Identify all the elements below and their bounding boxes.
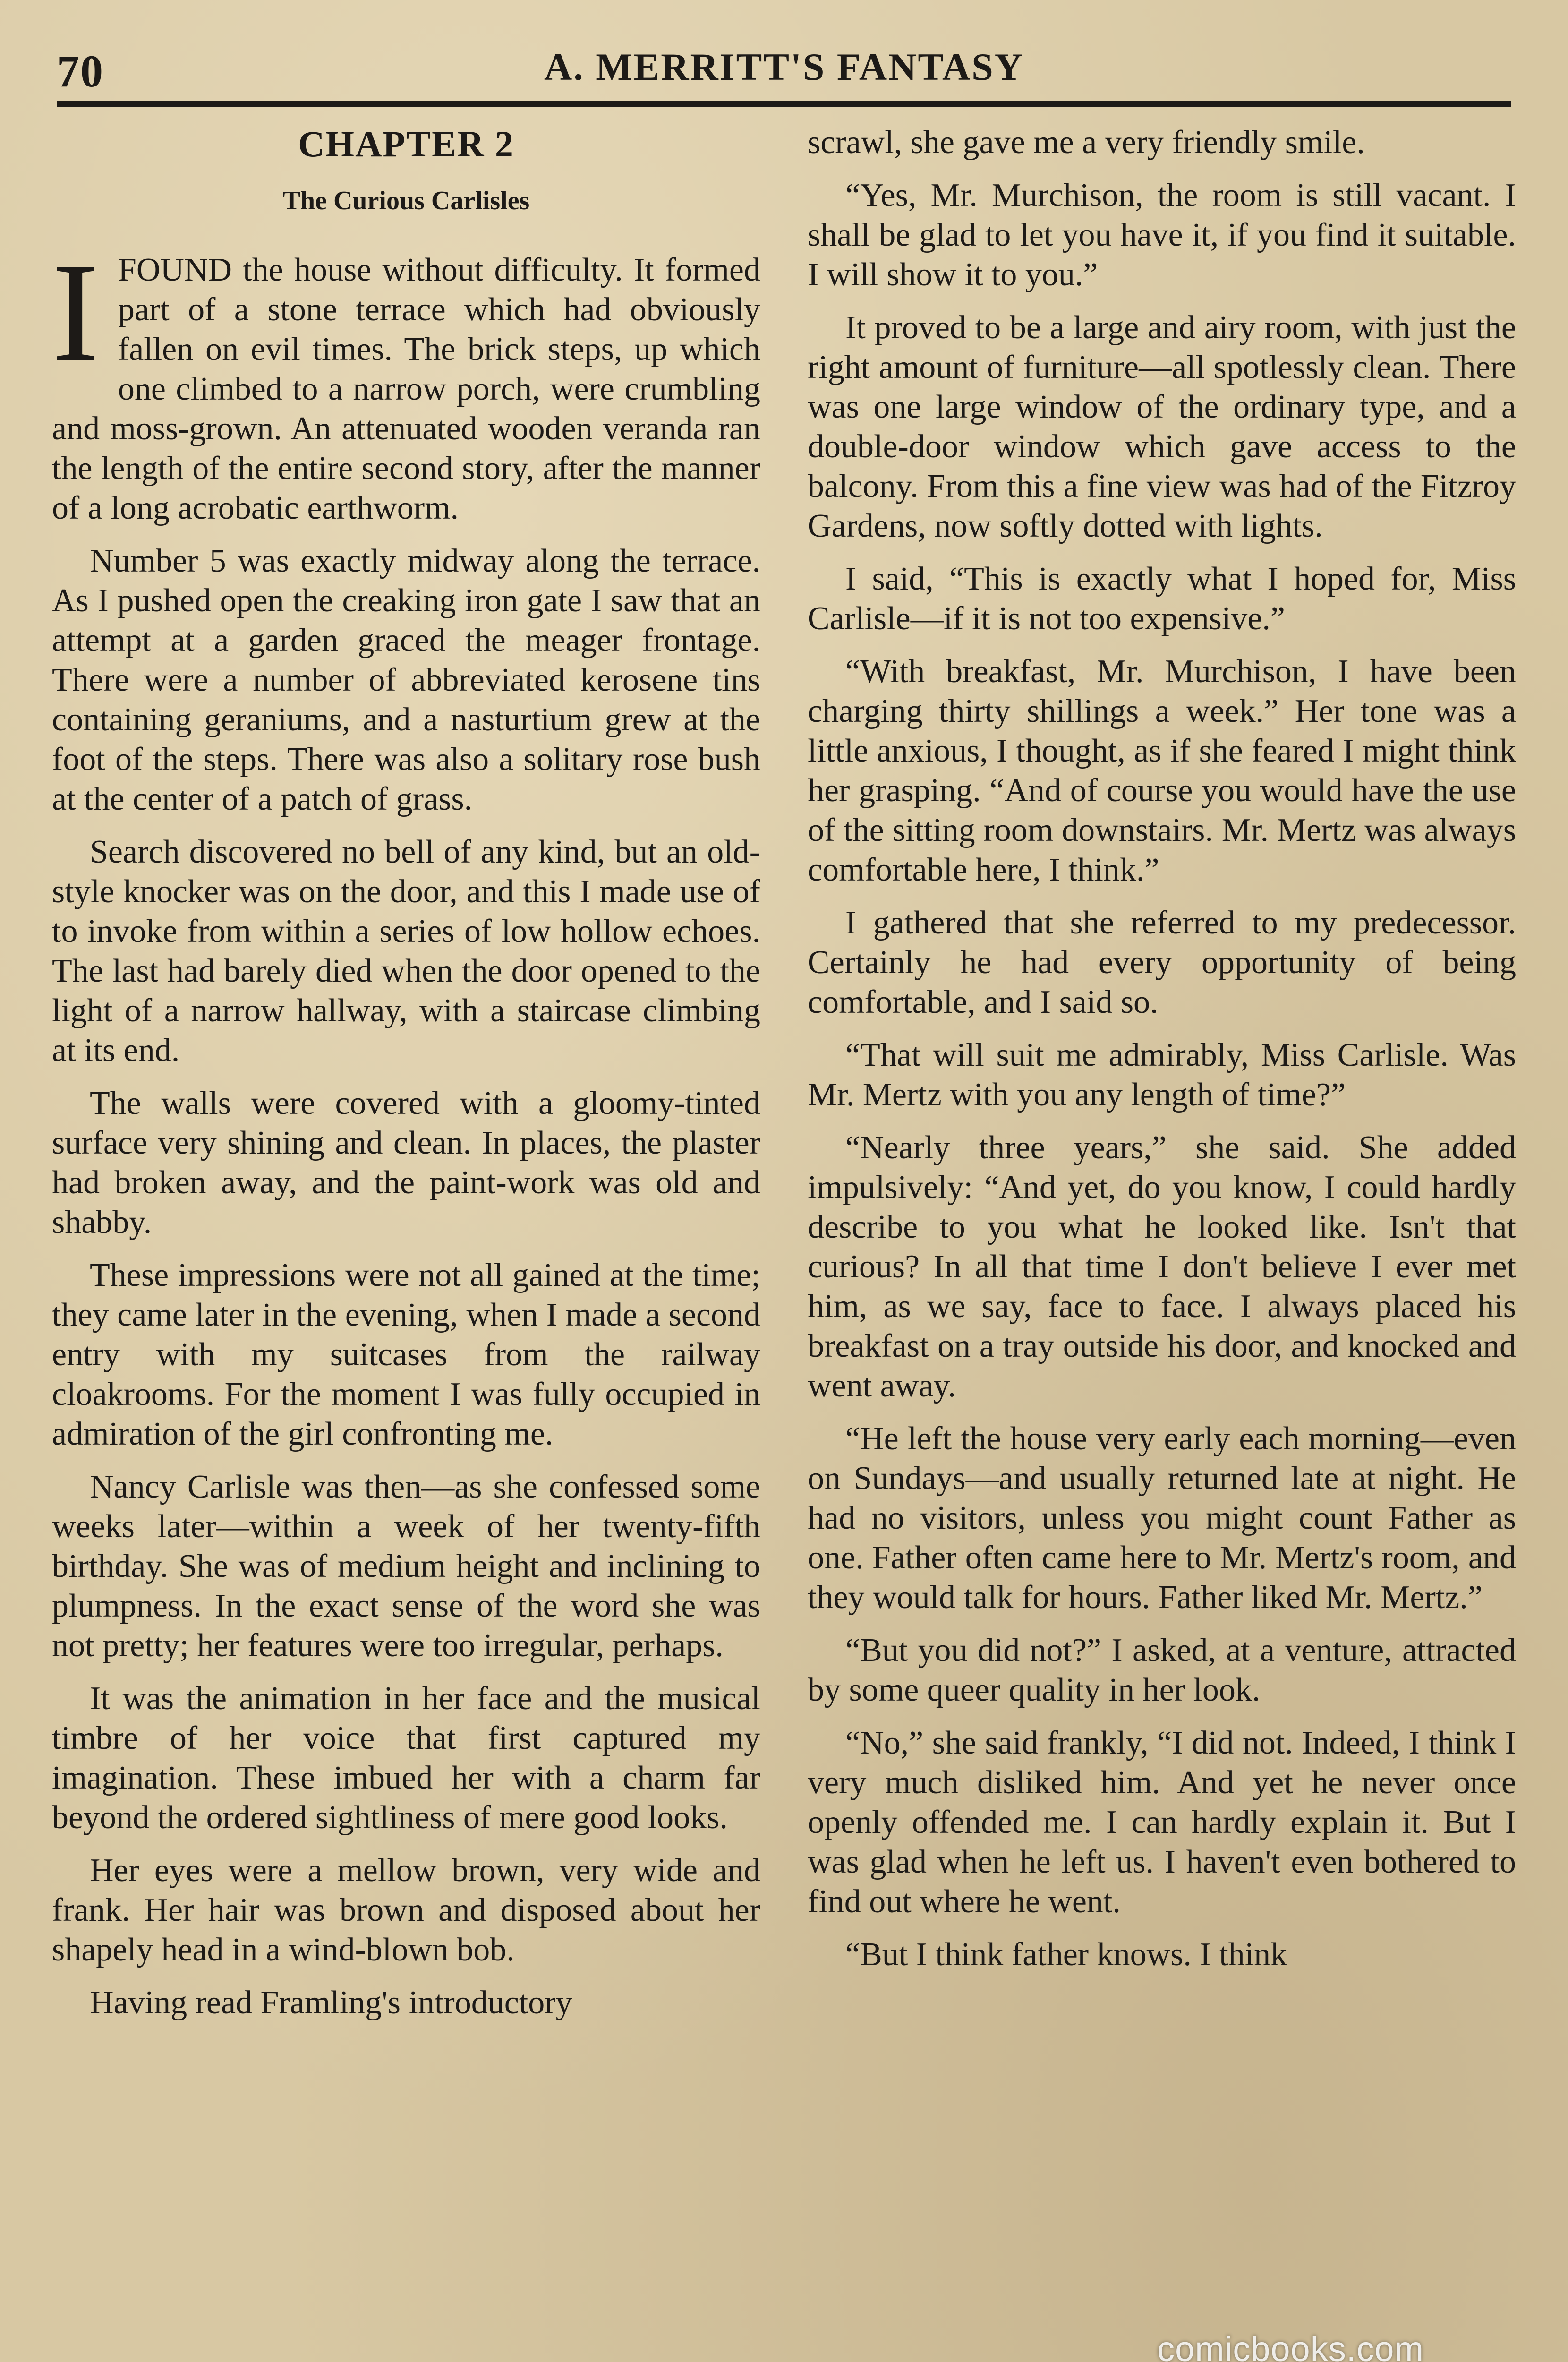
paragraph: I said, “This is exactly what I hoped for, Miss Carlisle—if it is not too expensive.” — [808, 561, 1516, 637]
paragraph: It proved to be a large and airy room, with just the right amount of furniture—all spotlessly clean. There was one large window of the ordinary type, and a double-door window which gave access to the balcony. From this a fine view was had of the Fitzroy Gardens, now softly dotted with lights. — [808, 309, 1516, 544]
paragraph: “That will suit me admirably, Miss Carlisle. Was Mr. Mertz with you any length of time?” — [808, 1037, 1516, 1113]
drop-cap: I — [52, 234, 99, 391]
chapter-title: CHAPTER 2 — [298, 123, 514, 164]
paragraph: “He left the house very early each morning—even on Sundays—and usually returned late at night. He had no visitors, unless you might count Father as one. Father often came here to Mr. Mertz's room, and they would talk for hours. Father liked Mr. Mertz.” — [808, 1421, 1516, 1616]
page-header — [57, 45, 1511, 102]
paragraph-continuation: scrawl, she gave me a very friendly smile. — [808, 124, 1365, 161]
paragraph: These impressions were not all gained at the time; they came later in the evening, when I made a second entry with my suitcases from the railway cloakrooms. For the moment I was fully occupied in admiration of the girl confronting me. — [52, 1257, 760, 1452]
header-rule — [57, 101, 1511, 107]
paragraph — [52, 234, 760, 528]
left-column — [52, 123, 760, 2036]
paragraph: “With breakfast, Mr. Murchison, I have been charging thirty shillings a week.” Her tone was a little anxious, I thought, as if she feared I might think her grasping. “And of course you would have the use of the sitting room downstairs. Mr. Mertz was always comfortable here, I think.” — [808, 653, 1516, 888]
paragraph: I gathered that she referred to my predecessor. Certainly he had every opportunity of being comfortable, and I said so. — [808, 905, 1516, 1020]
paragraph-text: FOUND the house without difficulty. It formed part of a stone terrace which had obviously fallen on evil times. The brick steps, up which one climbed to a narrow porch, were crumbling and moss-grown. An attenuated wooden veranda ran the length of the entire second story, after the manner of a long acrobatic earthworm. — [52, 252, 760, 526]
running-head: A. MERRITT'S FANTASY — [544, 45, 1024, 88]
paragraph: “Nearly three years,” she said. She added impulsively: “And yet, do you know, I could hardly describe to you what he looked like. Isn't that curious? In all that time I don't believe I ever met him, as we say, face to face. I always placed his breakfast on a tray outside his door, and knocked and went away. — [808, 1130, 1516, 1404]
paragraph: Having read Framling's introductory — [90, 1985, 572, 2021]
right-column — [808, 123, 1516, 1988]
paragraph: Nancy Carlisle was then—as she confessed some weeks later—within a week of her twenty-fifth birthday. She was of medium height and inclining to plumpness. In the exact sense of the word she was not pretty; her features were too irregular, perhaps. — [52, 1469, 760, 1664]
paragraph: “No,” she said frankly, “I did not. Indeed, I think I very much disliked him. And yet he never once openly offended me. I can hardly explain it. But I was glad when he left us. I haven't even bothered to find out where he went. — [808, 1725, 1516, 1920]
paragraph: The walls were covered with a gloomy-tinted surface very shining and clean. In places, the plaster had broken away, and the paint-work was old and shabby. — [52, 1085, 760, 1241]
watermark: comicbooks.com — [1157, 2329, 1424, 2362]
paragraph: It was the animation in her face and the musical timbre of her voice that first captured my imagination. These imbued her with a charm far beyond the ordered sightliness of mere good looks. — [52, 1680, 760, 1836]
chapter-subtitle: The Curious Carlisles — [282, 186, 530, 215]
page-number: 70 — [57, 46, 104, 96]
paragraph: “Yes, Mr. Murchison, the room is still vacant. I shall be glad to let you have it, if you find it suitable. I will show it to you.” — [808, 177, 1516, 293]
paragraph: “But I think father knows. I think — [845, 1936, 1287, 1973]
paragraph: “But you did not?” I asked, at a venture, attracted by some queer quality in her look. — [808, 1632, 1516, 1708]
paragraph: Search discovered no bell of any kind, but an old-style knocker was on the door, and this I made use of to invoke from within a series of low hollow echoes. The last had barely died when the door opened to the light of a narrow hallway, with a staircase climbing at its end. — [52, 834, 760, 1069]
paragraph: Her eyes were a mellow brown, very wide and frank. Her hair was brown and disposed about her shapely head in a wind-blown bob. — [52, 1852, 760, 1968]
paragraph: Number 5 was exactly midway along the terrace. As I pushed open the creaking iron gate I saw that an attempt at a garden graced the meager frontage. There were a number of abbreviated kerosene tins containing geraniums, and a nasturtium grew at the foot of the steps. There was also a solitary rose bush at the center of a patch of grass. — [52, 543, 760, 817]
